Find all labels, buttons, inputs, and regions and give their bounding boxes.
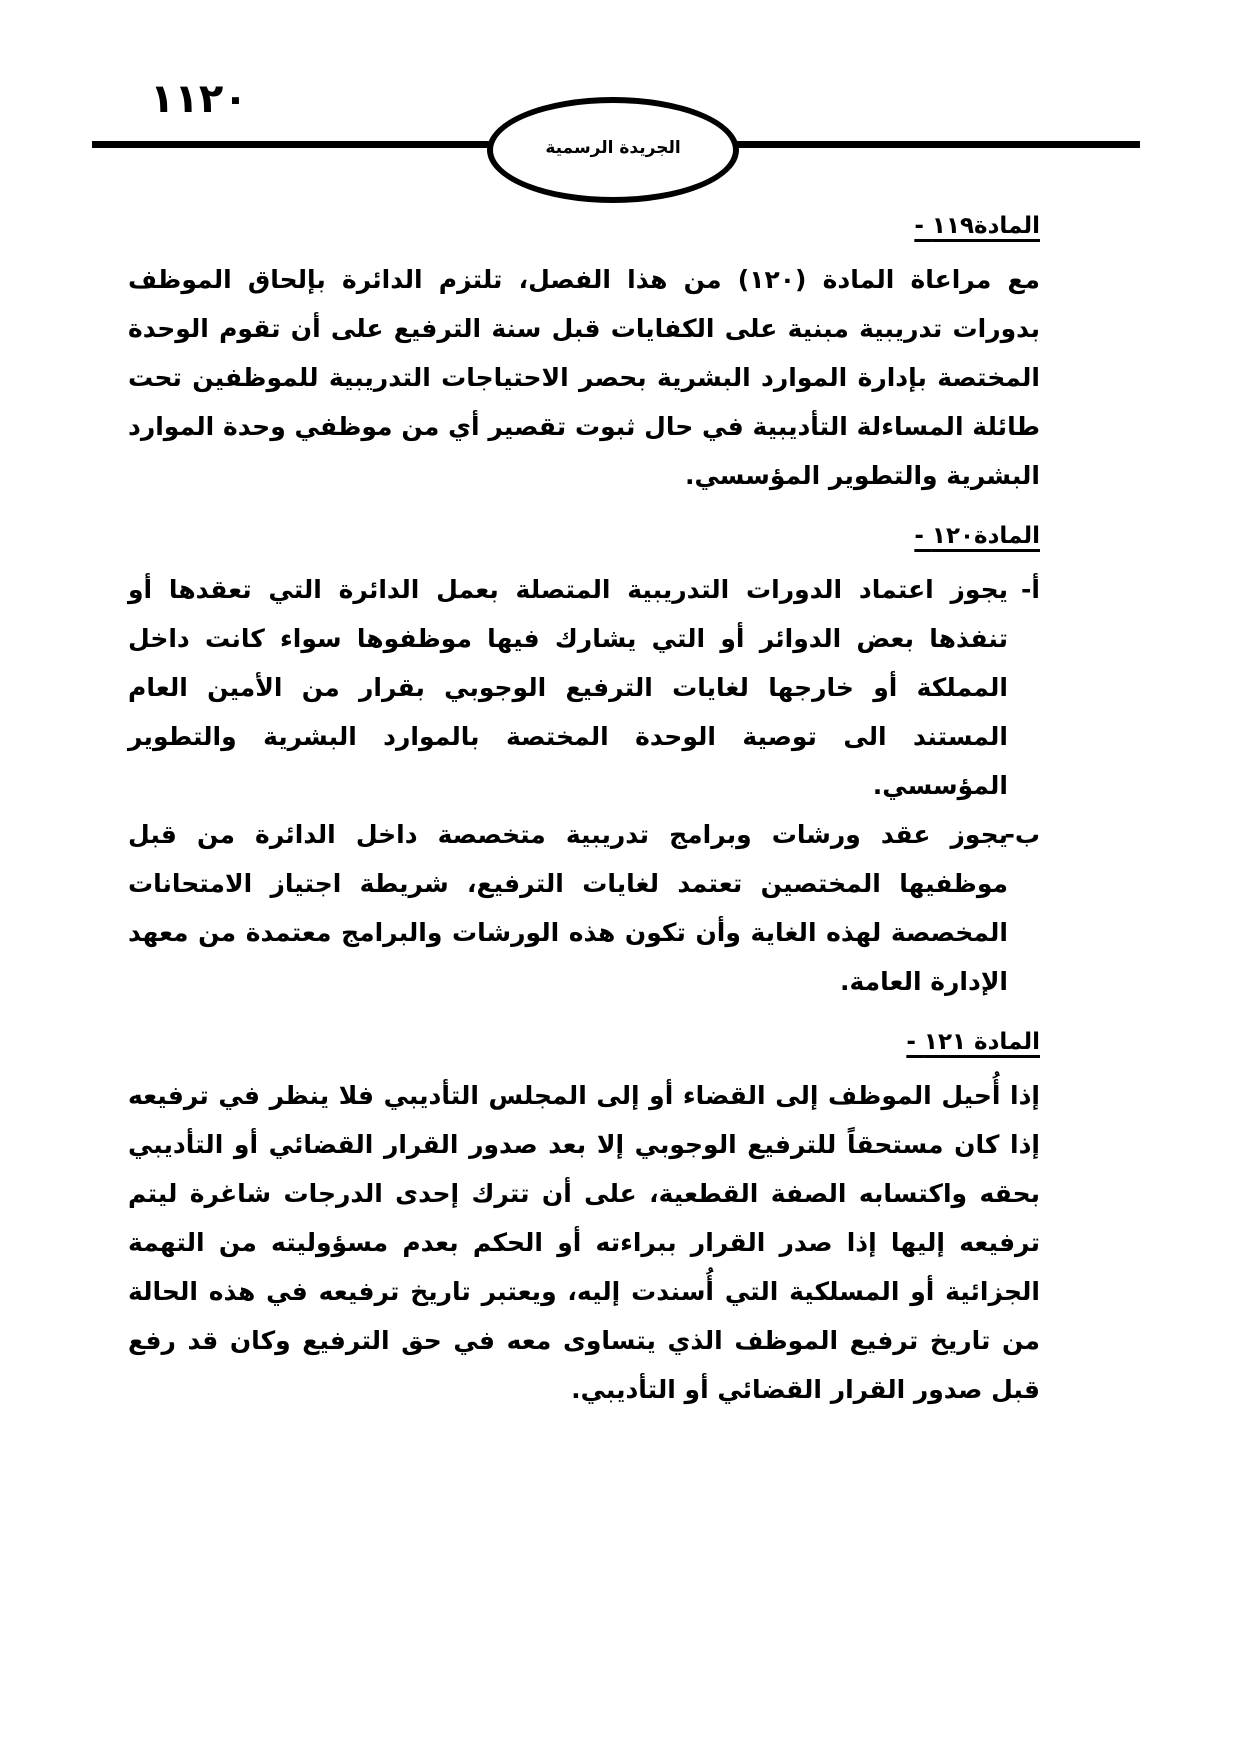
header-rule-left (92, 141, 492, 148)
list-marker: أ- (1021, 575, 1040, 604)
article-paragraph: إذا أُحيل الموظف إلى القضاء أو إلى المجلس التأديبي فلا ينظر في ترفيعه إذا كان مستحقاً للترفيع الوجوبي إلا بعد صدور القرار القضائي أو التأديبي بحقه واكتسابه الصفة القطعية، على أن تترك إحدى الدرجات شاغرة ليتم ترفيعه إليها إذا صدر القرار ببراءته أو الحكم بعدم مسؤوليته من التهمة الجزائية أو المسلكية التي أُسندت إليه، ويعتبر تاريخ ترفيعه في هذه الحالة من تاريخ ترفيع الموظف الذي يتساوى معه في حق الترفيع وكان قد رفع قبل صدور القرار القضائي أو التأديبي. (128, 1081, 1040, 1404)
article-120 (128, 510, 1040, 1006)
article-heading: المادة١١٩ - (914, 213, 1040, 239)
header-rule-right (728, 141, 1140, 148)
list-item-text: يجوز عقد ورشات وبرامج تدريبية متخصصة داخل الدائرة من قبل موظفيها المختصين تعتمد لغايات الترفيع، شريطة اجتياز الامتحانات المخصصة لهذه الغاية وأن تكون هذه الورشات والبرامج معتمدة من معهد الإدارة العامة. (128, 820, 1008, 996)
list-item-text: يجوز اعتماد الدورات التدريبية المتصلة بعمل الدائرة التي تعقدها أو تنفذها بعض الدوائر أو التي يشارك فيها موظفوها سواء كانت داخل المملكة أو خارجها لغايات الترفيع الوجوبي بقرار من الأمين العام المستند الى توصية الوحدة المختصة بالموارد البشرية والتطوير المؤسسي. (128, 575, 1008, 800)
list-item (128, 810, 1040, 1006)
article-121 (128, 1016, 1040, 1414)
publication-title: الجريدة الرسمية (545, 138, 681, 158)
article-heading: المادة١٢٠ - (914, 523, 1040, 549)
publication-emblem (487, 97, 739, 203)
list-marker: ب- (1004, 820, 1040, 849)
article-heading: المادة ١٢١ - (906, 1029, 1040, 1055)
list-item (128, 565, 1040, 810)
document-body (128, 200, 1040, 1424)
page-number: ١١٢٠ (150, 76, 248, 122)
article-paragraph: مع مراعاة المادة (١٢٠) من هذا الفصل، تلتزم الدائرة بإلحاق الموظف بدورات تدريبية مبنية على الكفايات قبل سنة الترفيع على أن تقوم الوحدة المختصة بإدارة الموارد البشرية بحصر الاحتياجات التدريبية للموظفين تحت طائلة المساءلة التأديبية في حال ثبوت تقصير أي من موظفي وحدة الموارد البشرية والتطوير المؤسسي. (128, 265, 1041, 490)
article-119 (128, 200, 1040, 500)
